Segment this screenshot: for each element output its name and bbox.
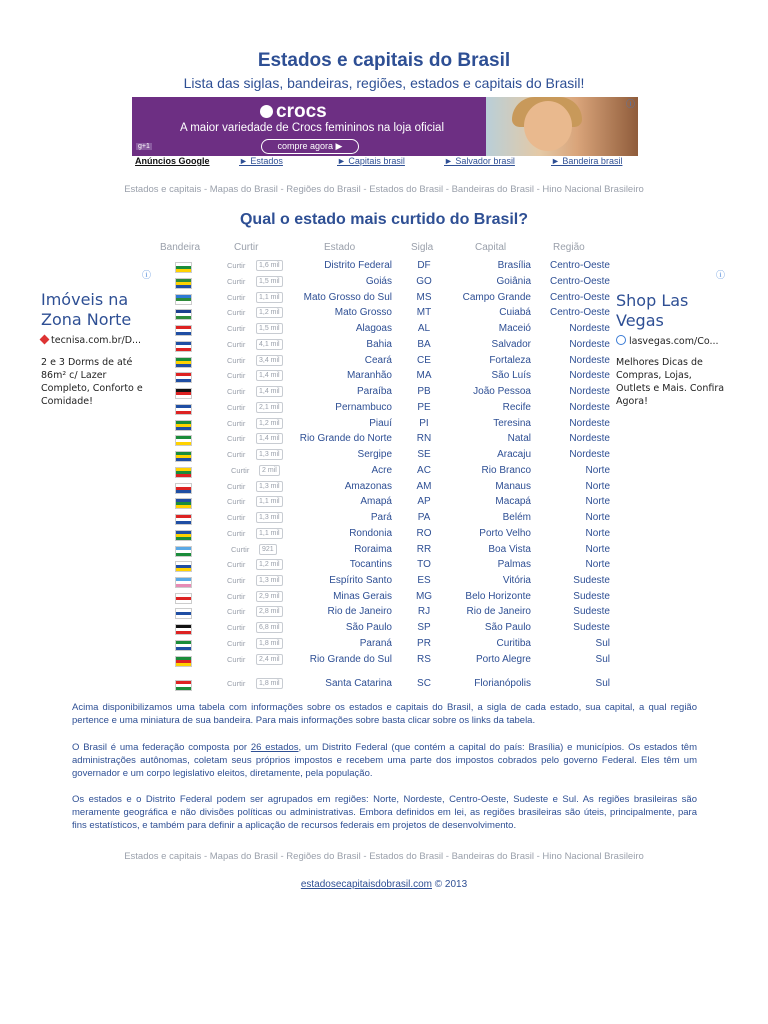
header-curtir: Curtir [234,242,259,253]
page-subtitle: Lista das siglas, bandeiras, regiões, estados e capitais do Brasil! [183,75,585,91]
like-button[interactable]: Curtir [227,497,246,506]
like-button[interactable]: Curtir [227,403,246,412]
state-name-link[interactable]: Piauí [369,418,392,429]
ad-link-salvador[interactable]: ► Salvador brasil [444,156,515,166]
state-name-link[interactable]: Roraima [354,544,392,555]
table-row [0,527,768,542]
state-abbreviation[interactable]: GO [416,276,432,287]
table-row [0,543,768,558]
state-abbreviation[interactable]: AP [417,496,431,507]
state-flag[interactable] [175,680,192,691]
table-row [0,605,768,620]
like-count: 1,1 mil [256,528,283,539]
crocs-logo: crocs [260,101,355,123]
like-button[interactable]: Curtir [227,434,246,443]
state-abbreviation[interactable]: DF [417,260,431,271]
capital-link[interactable]: São Luís [491,370,531,381]
region-link[interactable]: Nordeste [569,370,610,381]
header-sigla: Sigla [411,242,434,253]
like-count: 1,8 mil [256,638,283,649]
top-nav-links[interactable]: Estados e capitais - Mapas do Brasil - Regiões do Brasil - Estados do Brasil - Bandeiras do Brasil - Hino Nacional Brasileiro [124,184,644,195]
capital-link[interactable]: Florianópolis [474,678,531,689]
state-flag[interactable] [175,309,192,320]
like-count: 1,1 mil [256,496,283,507]
region-link[interactable]: Centro-Oeste [549,307,610,318]
capital-link[interactable]: Aracaju [497,449,531,460]
state-flag[interactable] [175,483,192,494]
state-flag[interactable] [175,624,192,635]
capital-link[interactable]: Maceió [498,323,531,334]
state-abbreviation[interactable]: TO [417,559,431,570]
state-abbreviation[interactable]: RR [416,544,432,555]
table-row [0,621,768,636]
right-ad-url[interactable]: lasvegas.com/Co... [616,335,719,347]
globe-icon [616,335,626,345]
like-count: 1,3 mil [256,481,283,492]
like-count: 2,8 mil [256,606,283,617]
like-button[interactable]: Curtir [227,560,246,569]
state-name-link[interactable]: Paraná [359,638,392,649]
like-count: 1,8 mil [256,678,283,689]
table-row [0,653,768,668]
state-flag[interactable] [175,341,192,352]
capital-link[interactable]: Goiânia [496,276,531,287]
header-regiao: Região [553,242,585,253]
state-flag[interactable] [175,372,192,383]
like-button[interactable]: Curtir [227,277,246,286]
state-name-link[interactable]: Sergipe [357,449,392,460]
table-row [0,637,768,652]
region-link[interactable]: Sul [595,638,610,649]
header-bandeira: Bandeira [160,242,201,253]
region-link[interactable]: Sudeste [573,622,610,633]
state-flag[interactable] [175,514,192,525]
state-flag[interactable] [175,404,192,415]
state-name-link[interactable]: Amazonas [344,481,392,492]
ad-cta-button[interactable]: compre agora ▶ [261,139,359,154]
state-name-link[interactable]: Ceará [364,355,392,366]
state-flag[interactable] [175,262,192,273]
table-row [0,417,768,432]
like-count: 1,6 mil [256,260,283,271]
table-row [0,495,768,510]
like-count: 3,4 mil [256,355,283,366]
capital-link[interactable]: Fortaleza [489,355,531,366]
state-abbreviation[interactable]: RS [417,654,431,665]
regions-paragraph: Os estados e o Distrito Federal podem ser agrupados em regiões: Norte, Nordeste, Centro-Oeste, Sudeste e Sul. As regiões brasileiras são meramente geográfica e não divisões políticas ou administrativas. Embora definidos em lei, as regiões brasileiras são úteis, principalmente, para fins estatísticos, e também para definir a aplicação de recursos federais em projetos de desenvolvimento. [72,794,697,831]
region-link[interactable]: Nordeste [569,323,610,334]
like-count: 1,2 mil [256,307,283,318]
like-count: 1,3 mil [256,575,283,586]
state-flag[interactable] [175,357,192,368]
state-flag[interactable] [175,325,192,336]
like-count: 1,3 mil [256,512,283,523]
state-flag[interactable] [175,278,192,289]
state-abbreviation[interactable]: PI [419,418,429,429]
left-ad-info-icon[interactable]: ⓘ [142,270,152,280]
table-row [0,480,768,495]
state-name-link[interactable]: Mato Grosso do Sul [303,292,392,303]
capital-link[interactable]: Teresina [493,418,531,429]
footer-copyright: © 2013 [432,879,468,890]
state-name-link[interactable]: Santa Catarina [325,678,392,689]
region-link[interactable]: Centro-Oeste [549,260,610,271]
state-abbreviation[interactable]: AL [417,323,431,334]
ad-link-bandeira[interactable]: ► Bandeira brasil [551,156,623,166]
state-abbreviation[interactable]: MT [416,307,432,318]
state-flag[interactable] [175,577,192,588]
like-button[interactable]: Curtir [227,679,246,688]
state-flag[interactable] [175,656,192,667]
like-count: 1,1 mil [256,292,283,303]
state-abbreviation[interactable]: MS [416,292,432,303]
like-button[interactable]: Curtir [227,419,246,428]
state-name-link[interactable]: Espírito Santo [329,575,392,586]
like-button[interactable]: Curtir [227,308,246,317]
like-button[interactable]: Curtir [227,324,246,333]
capital-link[interactable]: Recife [502,402,531,413]
crocs-banner-ad[interactable] [132,97,638,156]
like-button[interactable]: Curtir [227,529,246,538]
region-link[interactable]: Sul [595,678,610,689]
region-link[interactable]: Sul [595,654,610,665]
right-ad-info-icon[interactable]: ⓘ [716,270,726,280]
like-button[interactable]: Curtir [227,655,246,664]
region-link[interactable]: Norte [585,512,610,523]
like-count: 2,9 mil [256,591,283,602]
state-flag[interactable] [175,467,192,478]
like-button[interactable]: Curtir [227,261,246,270]
like-button[interactable]: Curtir [231,466,250,475]
state-flag[interactable] [175,388,192,399]
like-button[interactable]: Curtir [227,513,246,522]
state-flag[interactable] [175,561,192,572]
region-link[interactable]: Norte [585,528,610,539]
like-count: 1,4 mil [256,433,283,444]
state-flag[interactable] [175,530,192,541]
state-name-link[interactable]: Distrito Federal [324,260,392,271]
header-estado: Estado [324,242,356,253]
left-ad-headline[interactable]: Imóveis na Zona Norte [41,290,132,329]
table-row [0,275,768,290]
like-button[interactable]: Curtir [227,592,246,601]
ad-link-capitais[interactable]: ► Capitais brasil [337,156,405,166]
state-flag[interactable] [175,451,192,462]
like-count: 2,1 mil [256,402,283,413]
page-title: Estados e capitais do Brasil [257,50,511,71]
like-count: 1,4 mil [256,386,283,397]
like-count: 2,4 mil [256,654,283,665]
capital-link[interactable]: Cuiabá [499,307,531,318]
capital-link[interactable]: Manaus [495,481,531,492]
capital-link[interactable]: João Pessoa [473,386,531,397]
state-abbreviation[interactable]: SE [417,449,431,460]
like-count: 2 mil [259,465,280,476]
state-abbreviation[interactable]: PA [417,512,431,523]
state-abbreviation[interactable]: MG [415,591,433,602]
capital-link[interactable]: São Paulo [484,622,531,633]
like-count: 921 [259,544,277,555]
footer-site-link[interactable]: estadosecapitaisdobrasil.com [300,879,432,890]
region-link[interactable]: Centro-Oeste [549,292,610,303]
region-link[interactable]: Sudeste [573,591,610,602]
state-flag[interactable] [175,294,192,305]
left-ad-body: 2 e 3 Dorms de até 86m² c/ Lazer Completo, Conforto e Comidade! [41,357,143,407]
capital-link[interactable]: Belém [502,512,531,523]
state-name-link[interactable]: Tocantins [349,559,392,570]
region-link[interactable]: Norte [585,465,610,476]
state-abbreviation[interactable]: ES [417,575,431,586]
crocs-logo-icon [260,105,273,118]
table-row [0,677,768,692]
state-flag[interactable] [175,420,192,431]
table-row [0,448,768,463]
like-count: 1,2 mil [256,559,283,570]
capital-link[interactable]: Porto Velho [479,528,531,539]
state-name-link[interactable]: Mato Grosso [334,307,392,318]
like-button[interactable]: Curtir [227,293,246,302]
state-name-link[interactable]: Pernambuco [335,402,392,413]
bottom-nav-links[interactable]: Estados e capitais - Mapas do Brasil - Regiões do Brasil - Estados do Brasil - Bandeiras do Brasil - Hino Nacional Brasileiro [124,851,644,862]
state-flag[interactable] [175,593,192,604]
left-ad-url[interactable]: tecnisa.com.br/D... [41,335,141,346]
table-row [0,590,768,605]
capital-link[interactable]: Belo Horizonte [465,591,531,602]
capital-link[interactable]: Palmas [497,559,531,570]
like-button[interactable]: Curtir [227,356,246,365]
ad-link-anuncios-google[interactable]: Anúncios Google [135,156,210,166]
state-name-link[interactable]: Pará [370,512,392,523]
poll-question: Qual o estado mais curtido do Brasil? [239,211,529,228]
region-link[interactable]: Norte [585,544,610,555]
state-name-link[interactable]: Maranhão [346,370,392,381]
state-abbreviation[interactable]: PE [417,402,431,413]
capital-link[interactable]: Campo Grande [462,292,531,303]
capital-link[interactable]: Brasília [497,260,531,271]
state-name-link[interactable]: Rondonia [349,528,392,539]
ad-photo-face [524,101,572,151]
table-row [0,432,768,447]
ad-info-icon[interactable]: ⓘ [626,99,636,109]
state-abbreviation[interactable]: PB [417,386,431,397]
region-link[interactable]: Sudeste [573,575,610,586]
table-row [0,558,768,573]
state-name-link[interactable]: Alagoas [355,323,392,334]
intro-paragraph: Acima disponibilizamos uma tabela com informações sobre os estados e capitais do Brasil, a sigla de cada estado, sua capital, a qual região pertence e uma miniatura de sua bandeira. Para mais informações sobre basta clicar sobre os links da tabela. [72,702,697,726]
capital-link[interactable]: Porto Alegre [475,654,531,665]
region-link[interactable]: Nordeste [569,449,610,460]
ad-tagline: A maior variedade de Crocs femininos na loja oficial [180,122,444,134]
state-abbreviation[interactable]: RJ [417,606,431,617]
region-link[interactable]: Sudeste [573,606,610,617]
region-link[interactable]: Nordeste [569,418,610,429]
state-abbreviation[interactable]: AM [416,481,432,492]
like-button[interactable]: Curtir [227,371,246,380]
like-button[interactable]: Curtir [227,639,246,648]
state-name-link[interactable]: Rio Grande do Norte [299,433,392,444]
region-link[interactable]: Nordeste [569,339,610,350]
region-link[interactable]: Norte [585,481,610,492]
state-name-link[interactable]: Rio Grande do Sul [309,654,392,665]
region-link[interactable]: Nordeste [569,433,610,444]
right-ad-body: Melhores Dicas de Compras, Lojas, Outlets e Mais. Confira Agora! [616,357,725,407]
tecnisa-logo-icon [40,335,50,345]
capital-link[interactable]: Boa Vista [488,544,531,555]
like-count: 1,5 mil [256,323,283,334]
region-link[interactable]: Centro-Oeste [549,276,610,287]
like-button[interactable]: Curtir [227,576,246,585]
state-name-link[interactable]: Paraíba [356,386,392,397]
state-flag[interactable] [175,546,192,557]
region-link[interactable]: Norte [585,496,610,507]
capital-link[interactable]: Rio Branco [481,465,531,476]
state-flag[interactable] [175,608,192,619]
state-abbreviation[interactable]: SP [417,622,431,633]
like-button[interactable]: Curtir [227,450,246,459]
like-count: 1,4 mil [256,370,283,381]
state-flag[interactable] [175,498,192,509]
state-name-link[interactable]: Bahia [366,339,392,350]
ad-link-estados[interactable]: ► Estados [239,156,283,166]
region-link[interactable]: Nordeste [569,355,610,366]
state-abbreviation[interactable]: BA [417,339,431,350]
header-capital: Capital [475,242,507,253]
state-name-link[interactable]: Amapá [360,496,392,507]
state-abbreviation[interactable]: AC [417,465,431,476]
like-button[interactable]: Curtir [227,387,246,396]
capital-link[interactable]: Macapá [495,496,531,507]
region-link[interactable]: Nordeste [569,386,610,397]
capital-link[interactable]: Curitiba [496,638,531,649]
state-abbreviation[interactable]: PR [417,638,431,649]
capital-link[interactable]: Vitória [502,575,531,586]
state-flag[interactable] [175,640,192,651]
state-name-link[interactable]: Goiás [365,276,392,287]
right-ad-headline[interactable]: Shop Las Vegas [616,291,689,330]
table-row [0,259,768,274]
federation-paragraph: O Brasil é uma federação composta por 26 estados, um Distrito Federal (que contém a capital do país: Brasília) e municípios. Os estados têm administrações autônomas, coletam seus próprios impostos e recebem uma parte dos impostos cobrados pelo governo Federal. Eles têm um governador e um corpo legislativo eleitos, diretamente, pela população. [72,742,697,779]
state-name-link[interactable]: São Paulo [345,622,392,633]
capital-link[interactable]: Salvador [491,339,531,350]
state-abbreviation[interactable]: RN [416,433,432,444]
like-count: 1,5 mil [256,276,283,287]
table-row [0,464,768,479]
state-abbreviation[interactable]: RO [416,528,432,539]
state-abbreviation[interactable]: SC [417,678,431,689]
state-abbreviation[interactable]: MA [416,370,432,381]
like-button[interactable]: Curtir [227,340,246,349]
estados-link[interactable]: 26 estados [250,742,299,753]
like-button[interactable]: Curtir [227,607,246,616]
like-button[interactable]: Curtir [227,623,246,632]
capital-link[interactable]: Natal [507,433,531,444]
state-abbreviation[interactable]: CE [417,355,431,366]
capital-link[interactable]: Rio de Janeiro [466,606,531,617]
region-link[interactable]: Nordeste [569,402,610,413]
footer [0,879,768,890]
table-row [0,574,768,589]
like-count: 6,8 mil [256,622,283,633]
google-plus-one-button[interactable]: g+1 [138,143,150,150]
state-name-link[interactable]: Minas Gerais [333,591,392,602]
like-button[interactable]: Curtir [227,482,246,491]
ad-links-bar [135,156,635,168]
state-name-link[interactable]: Acre [371,465,392,476]
state-name-link[interactable]: Rio de Janeiro [327,606,392,617]
like-count: 1,3 mil [256,449,283,460]
table-row [0,511,768,526]
state-flag[interactable] [175,435,192,446]
region-link[interactable]: Norte [585,559,610,570]
like-count: 4,1 mil [256,339,283,350]
like-count: 1,2 mil [256,418,283,429]
like-button[interactable]: Curtir [231,545,250,554]
